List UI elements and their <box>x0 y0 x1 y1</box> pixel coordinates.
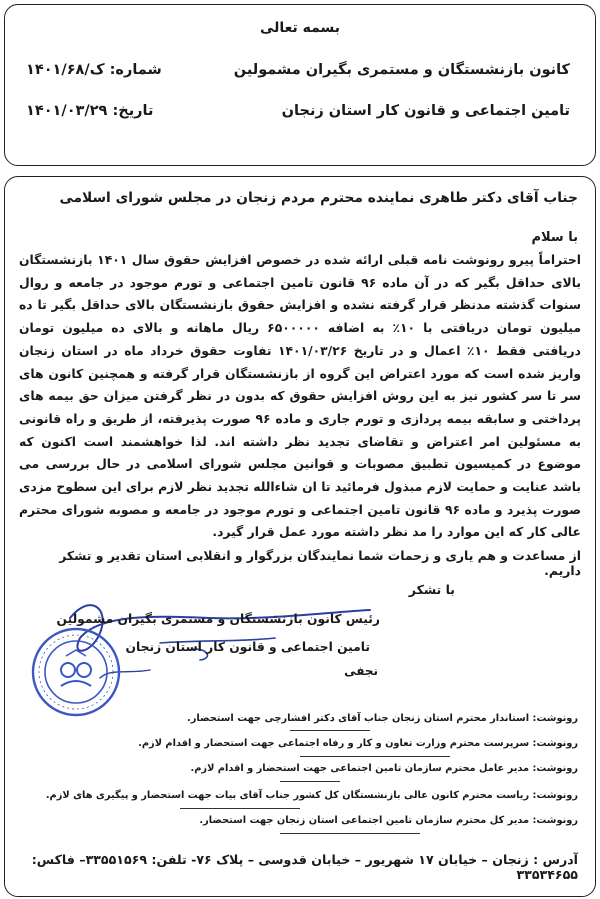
divider <box>280 781 340 782</box>
divider <box>280 833 420 834</box>
basmala: بسمه تعالی <box>259 20 341 36</box>
signer-title-line2: تامین اجتماعی و قانون کار استان زنجان <box>125 640 370 654</box>
letter-date-label: تاریخ: <box>112 103 154 119</box>
divider <box>180 808 300 809</box>
greeting: با سلام <box>531 230 578 245</box>
addressee: جناب آقای دکتر طاهری نماینده محترم مردم زنجان در مجلس شورای اسلامی <box>59 190 578 206</box>
letter-number <box>26 62 162 78</box>
divider <box>300 756 450 757</box>
cc-line: رونوشت: مدیر عامل محترم سازمان تامین اجتماعی جهت استحضار و اقدام لازم. <box>190 763 578 774</box>
letter-date <box>26 103 153 119</box>
signer-title-line1: رئیس کانون بازنشستگان و مستمری بگیران مشمولین <box>56 612 380 626</box>
org-name-line1: کانون بازنشستگان و مستمری بگیران مشمولین <box>233 62 570 78</box>
letter-number-value: ۱۴۰۱/ک/۶۸ <box>26 62 105 78</box>
letter-number-label: شماره: <box>109 62 162 78</box>
cc-line: رونوشت: مدیر کل محترم سازمان تامین اجتماعی استان زنجان جهت استحضار. <box>199 815 578 826</box>
thanks-line: با تشکر <box>408 582 455 597</box>
official-stamp <box>30 626 122 718</box>
cc-line: رونوشت: سرپرست محترم وزارت تعاون و کار و رفاه اجتماعی جهت استحضار و اقدام لازم. <box>138 738 578 749</box>
signer-name: نجفی <box>344 664 378 678</box>
closing-sentence: از مساعدت و هم یاری و زحمات شما نمایندگان بزرگوار و انقلابی استان تقدیر و تشکر داریم. <box>59 548 581 578</box>
cc-line: رونوشت: ریاست محترم کانون عالی بازنشستگان کل کشور جناب آقای بیات جهت استحضار و پیگیری های لازم. <box>45 790 578 801</box>
divider <box>290 730 370 731</box>
letter-body: احتراماً پیرو رونوشت نامه قبلی ارائه شده در خصوص افزایش حقوق سال ۱۴۰۱ بازنشستگان بالای حداقل بگیر که در آن ماده ۹۶ قانون تامین اجتماعی و تورم موجود در جامعه و روال سنوات گذشته مدنظر قرار گرفته نشده و افزایش حقوق بازنشستگان بالای حداقل بگیر تا ده میلیون تومان دریافتی با ۱۰٪ به اضافه ۶۵۰۰۰۰۰ ریال ماهانه و بالای ده میلیون تومان دریافتی فقط ۱۰٪ اعمال و در تاریخ ۱۴۰۱/۰۳/۲۶ تفاوت حقوق خرداد ماه در استان زنجان واریز شده است که مورد اعتراض این گروه از بازنشستگان قرار گرفته و همچنین کانون های سر تا سر کشور نیز به این روش افزایش حقوق که بدون در نظر گرفتن میزان حق بیمه های پرداختی و سابقه بیمه پردازی و تورم جاری و ماده ۹۶ صورت پذیرفته، از طریق و راه قانونی به مسئولین امر اعتراض و تقاضای تجدید نظر داشته اند. لذا خواهشمند است اکنون که موضوع در کمیسیون تطبیق مصوبات و قوانین مجلس شورای اسلامی در حال بررسی می باشد عنایت و حمایت لازم مبذول فرمائید تا ان شاءالله تجدید نظر لازم برای این سطوح مزدی صورت پذیرد و ماده ۹۶ قانون تامین اجتماعی و تورم موجود در جامعه و مصوبه شورای محترم عالی کار که این موارد را مد نظر داشته مورد عمل قرار گیرد. <box>19 253 582 540</box>
org-name-line2: تامین اجتماعی و قانون کار استان زنجان <box>281 103 570 119</box>
cc-line: رونوشت: استاندار محترم استان زنجان جناب آقای دکتر افشارچی جهت استحضار. <box>187 713 578 724</box>
footer-address: آدرس : زنجان – خیابان ۱۷ شهریور – خیابان قدوسی – پلاک ۷۶- تلفن: ۳۳۵۵۱۵۶۹– فاکس: ۳۳۵۳۴۶۵۵ <box>31 852 578 882</box>
letter-date-value: ۱۴۰۱/۰۳/۲۹ <box>26 103 108 119</box>
